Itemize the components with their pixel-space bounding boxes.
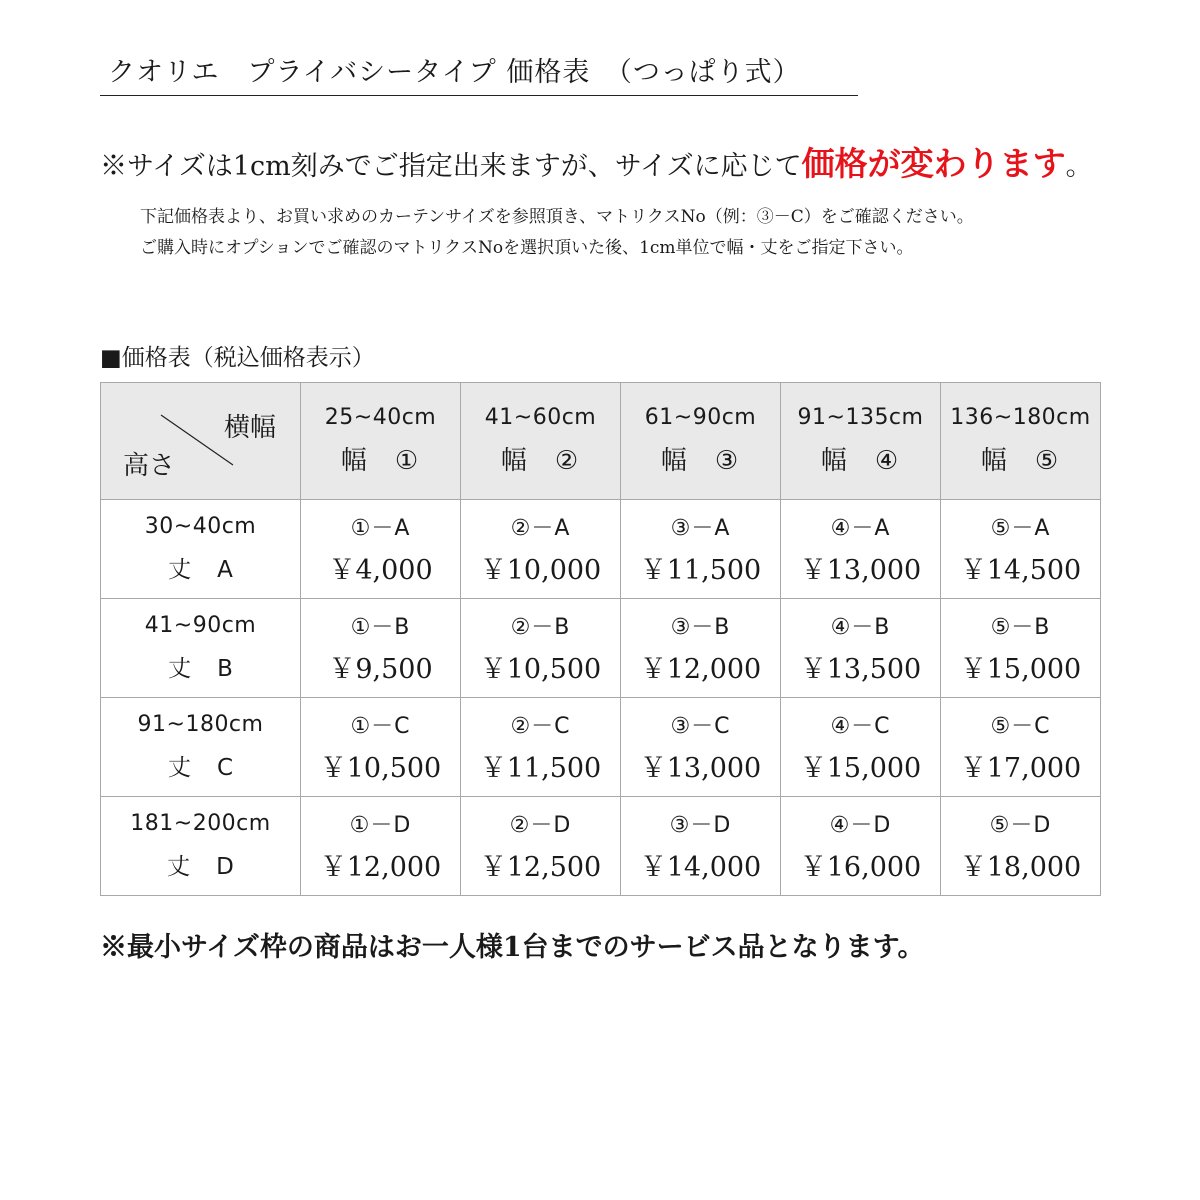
matrix-code: ③－A [670,516,731,541]
matrix-code: ④－C [830,714,891,739]
table-row [101,797,1101,896]
page-title: クオリエ プライバシータイプ 価格表 （つっぱり式） [100,44,858,96]
price-value: ￥14,000 [639,852,762,883]
column-header-4 [781,383,941,500]
row-header-d [101,797,301,896]
column-header-3 [621,383,781,500]
matrix-code: ④－B [830,615,891,640]
price-cell [621,599,781,698]
table-heading-main: ■価格表 [100,345,191,371]
price-value: ￥13,000 [799,555,922,586]
row-height-label [101,749,300,782]
price-cell [461,599,621,698]
price-cell [941,599,1101,698]
matrix-code: ②－C [510,714,571,739]
matrix-code: ②－D [509,813,572,838]
price-value: ￥18,000 [959,852,1082,883]
row-height-label [101,650,300,683]
matrix-code: ⑤－B [990,615,1051,640]
price-cell [941,698,1101,797]
corner-vertical-label: 高さ [123,451,176,481]
table-row [101,599,1101,698]
price-value: ￥4,000 [328,555,433,586]
matrix-code: ①－A [350,516,411,541]
column-header-5 [941,383,1101,500]
price-cell [781,698,941,797]
price-cell [301,599,461,698]
price-cell [621,698,781,797]
price-cell [461,797,621,896]
matrix-code: ③－B [670,615,731,640]
height-prefix: 丈 [168,656,192,682]
row-header-b [101,599,301,698]
row-letter: C [216,755,234,781]
matrix-code: ①－D [349,813,412,838]
notice-suffix: 。 [1065,151,1093,182]
column-width-label [941,440,1100,477]
notice-highlight: 価格が変わります [801,144,1066,183]
column-width-label [461,440,620,477]
matrix-code: ③－D [669,813,732,838]
price-cell [781,500,941,599]
matrix-code: ⑤－C [990,714,1051,739]
description-line-1: 下記価格表より、お買い求めのカーテンサイズを参照頂き、マトリクスNo（例：③－C）をご確認ください。 [140,207,974,227]
table-row [101,698,1101,797]
column-range: 136~180cm [950,405,1091,430]
width-prefix: 幅 [820,446,849,476]
width-prefix: 幅 [980,446,1009,476]
matrix-code: ④－D [829,813,892,838]
notice-prefix: ※サイズは1cm刻みでご指定出来ますが、サイズに応じて [100,151,802,182]
matrix-code: ④－A [830,516,891,541]
price-value: ￥15,000 [959,654,1082,685]
column-range: 61~90cm [644,405,757,430]
price-value: ￥9,500 [328,654,433,685]
price-value: ￥14,500 [959,555,1082,586]
price-value: ￥11,500 [639,555,762,586]
corner-cell [101,383,301,500]
table-heading-paren: （税込価格表示） [190,345,375,371]
matrix-code: ③－C [670,714,731,739]
price-value: ￥12,000 [639,654,762,685]
table-heading [100,339,375,372]
height-prefix: 丈 [167,854,191,880]
price-cell [461,698,621,797]
price-value: ￥11,500 [479,753,602,784]
price-value: ￥10,500 [319,753,442,784]
height-prefix: 丈 [168,557,192,583]
matrix-code: ①－B [350,615,411,640]
column-range: 25~40cm [324,405,437,430]
column-range: 41~60cm [484,405,597,430]
column-number: ④ [874,446,901,476]
price-cell [941,500,1101,599]
row-height-label [101,848,300,881]
price-cell [461,500,621,599]
column-number: ⑤ [1034,446,1061,476]
price-value: ￥15,000 [799,753,922,784]
matrix-code: ⑤－A [990,516,1051,541]
price-value: ￥16,000 [799,852,922,883]
price-cell [941,797,1101,896]
price-value: ￥12,000 [319,852,442,883]
price-cell [301,698,461,797]
table-header-row [101,383,1101,500]
width-prefix: 幅 [340,446,369,476]
matrix-code: ⑤－D [989,813,1052,838]
footnote: ※最小サイズ枠の商品はお一人様1台までのサービス品となります。 [100,932,925,963]
column-header-1 [301,383,461,500]
price-cell [301,797,461,896]
column-header-2 [461,383,621,500]
column-range: 91~135cm [797,405,924,430]
table-row [101,500,1101,599]
price-cell [621,797,781,896]
column-width-label [621,440,780,477]
width-prefix: 幅 [500,446,529,476]
column-number: ① [394,446,421,476]
row-height-label [101,551,300,584]
matrix-code: ①－C [350,714,411,739]
size-notice [100,138,1093,185]
price-table [100,382,1101,896]
price-value: ￥17,000 [959,753,1082,784]
row-range: 91~180cm [137,712,264,737]
column-number: ② [554,446,581,476]
price-value: ￥13,000 [639,753,762,784]
column-number: ③ [714,446,741,476]
price-cell [781,797,941,896]
row-header-a [101,500,301,599]
description-line-2: ご購入時にオプションでご確認のマトリクスNoを選択頂いた後、1cm単位で幅・丈をご指定下さい。 [140,238,914,258]
price-value: ￥13,500 [799,654,922,685]
matrix-code: ②－A [510,516,571,541]
price-value: ￥10,500 [479,654,602,685]
row-range: 181~200cm [130,811,271,836]
row-letter: A [217,557,233,583]
row-header-c [101,698,301,797]
width-prefix: 幅 [660,446,689,476]
height-prefix: 丈 [167,755,191,781]
price-value: ￥10,000 [479,555,602,586]
row-letter: B [217,656,233,682]
column-width-label [301,440,460,477]
price-cell [301,500,461,599]
price-cell [781,599,941,698]
row-range: 41~90cm [144,613,257,638]
row-range: 30~40cm [144,514,257,539]
price-value: ￥12,500 [479,852,602,883]
row-letter: D [216,854,234,880]
column-width-label [781,440,940,477]
corner-horizontal-label: 横幅 [223,413,276,443]
matrix-code: ②－B [510,615,571,640]
price-cell [621,500,781,599]
